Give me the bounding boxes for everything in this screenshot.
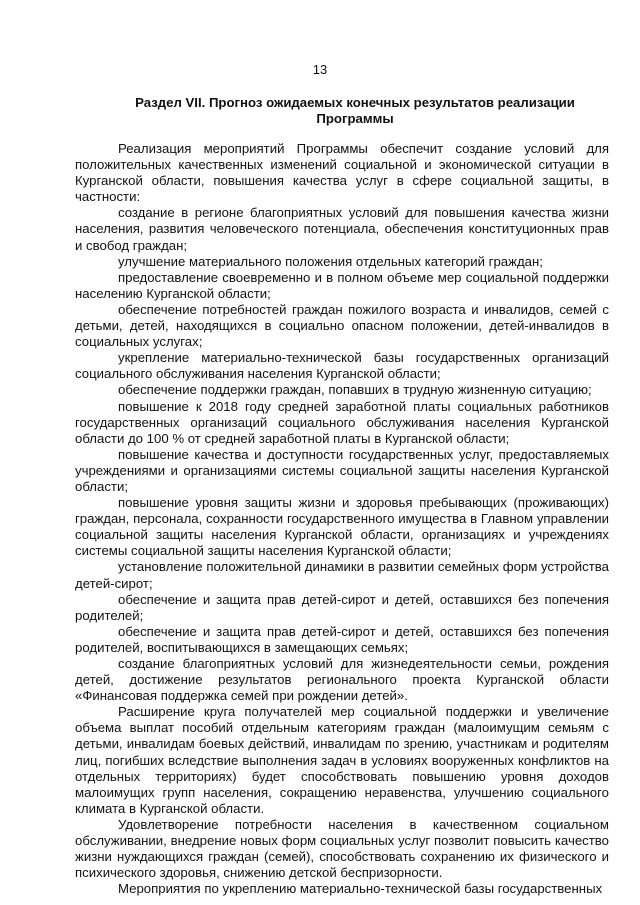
paragraph: Расширение круга получателей мер социальной поддержки и увеличение объема выплат пособий отдельным категориям граждан (малоимущим семьям с детьми, инвалидам боевых действий, инвалидам по зрению, участникам и родителям лиц, погибших вследствие выполнения задач в условиях вооруженных конфликтов на отдельных территориях) будет способствовать повышению уровня доходов малоимущих групп населения, сокращению неравенства, улучшению социального климата в Курганской области. — [75, 704, 609, 816]
paragraph: повышение качества и доступности государственных услуг, предоставляемых учреждениями и организациями системы социальной защиты населения Курганской области; — [75, 446, 609, 494]
page-number: 13 — [312, 62, 328, 77]
paragraph: улучшение материального положения отдельных категорий граждан; — [118, 253, 543, 269]
paragraph: Реализация мероприятий Программы обеспечит создание условий для положительных качественных изменений социальной и экономической ситуации в Курганской области, повышения качества услуг в сфере социальной защиты, в частности: — [75, 141, 609, 205]
paragraph: обеспечение потребностей граждан пожилого возраста и инвалидов, семей с детьми, детей, находящихся в социально опасном положении, детей-инвалидов в социальных услугах; — [75, 301, 609, 350]
section-heading-line-1: Раздел VII. Прогноз ожидаемых конечных результатов реализации — [135, 95, 575, 110]
paragraph: создание в регионе благоприятных условий для повышения качества жизни населения, развития человеческого потенциала, обеспечения конституционных прав и свобод граждан; — [75, 205, 609, 253]
paragraph: укрепление материально-технической базы государственных организаций социального обслуживания населения Курганской области; — [75, 350, 609, 382]
paragraph: обеспечение и защита прав детей-сирот и детей, оставшихся без попечения родителей, воспитывающихся в замещающих семьях; — [75, 623, 609, 655]
paragraph: повышение уровня защиты жизни и здоровья пребывающих (проживающих) граждан, персонала, сохранности государственного имущества в Главном управлении социальной защиты населения Курганской области, организациях и учреждениях системы социальной защиты населения Курганской области; — [75, 495, 609, 559]
paragraph: обеспечение и защита прав детей-сирот и детей, оставшихся без попечения родителей; — [75, 591, 609, 623]
paragraph: создание благоприятных условий для жизнедеятельности семьи, рождения детей, достижение результатов регионального проекта Курганской области «Финансовая поддержка семей при рождении детей». — [75, 656, 609, 704]
document-body — [75, 141, 609, 897]
paragraph: обеспечение поддержки граждан, попавших в трудную жизненную ситуацию; — [118, 382, 592, 398]
paragraph: Мероприятия по укреплению материально-технической базы государственных — [118, 881, 603, 897]
paragraph: повышение к 2018 году средней заработной платы социальных работников государственных организаций социального обслуживания населения Курганской области до 100 % от средней заработной платы в Курганской области; — [75, 398, 609, 446]
paragraph: Удовлетворение потребности населения в качественном социальном обслуживании, внедрение новых форм социальных услуг позволит повысить качество жизни нуждающихся граждан (семей), способствовать сохранению их физического и психического здоровья, снижению детской беспризорности. — [75, 816, 609, 881]
section-heading — [120, 95, 590, 127]
paragraph: предоставление своевременно и в полном объеме мер социальной поддержки населению Курганской области; — [75, 269, 609, 301]
section-heading-line-2: Программы — [316, 111, 394, 126]
paragraph: установление положительной динамики в развитии семейных форм устройства детей-сирот; — [75, 559, 609, 591]
